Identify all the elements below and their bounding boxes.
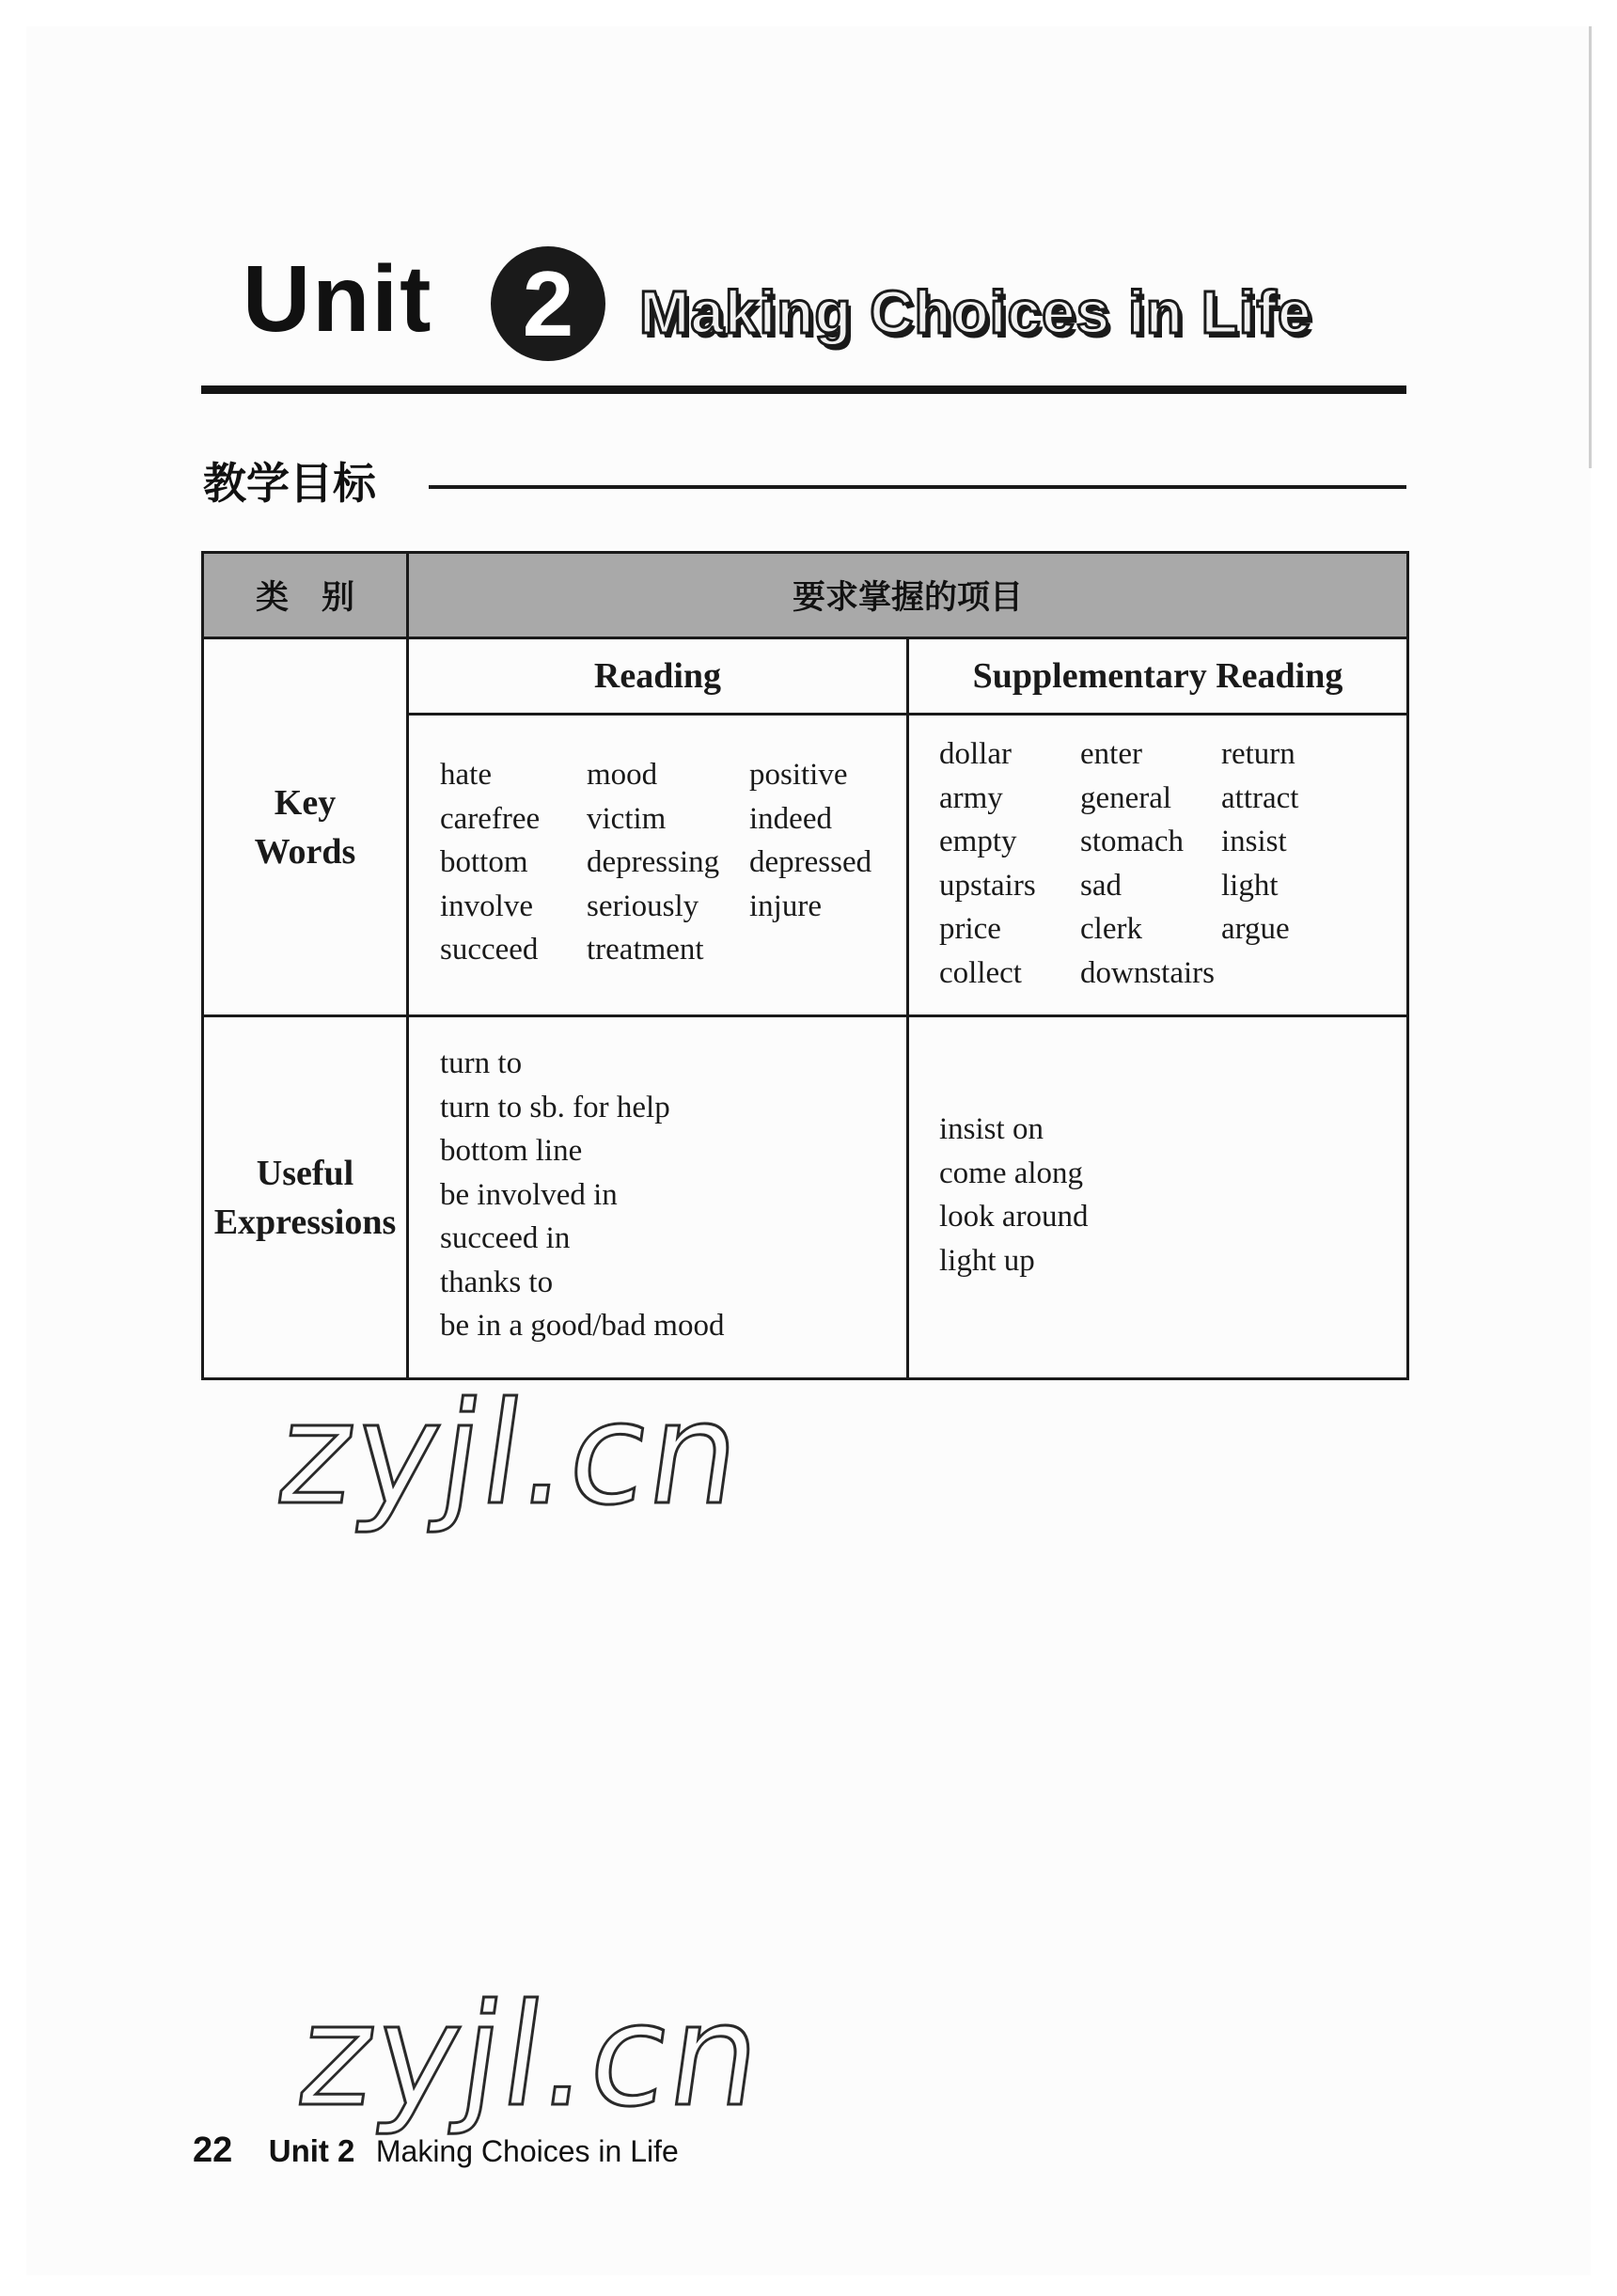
goals-table: [201, 551, 1409, 1380]
word-item: downstairs: [1080, 955, 1215, 990]
page-edge-line: [1589, 26, 1592, 468]
word-item: mood: [587, 758, 658, 792]
word-item: light: [1221, 868, 1279, 903]
expression-item: turn to sb. for help: [440, 1090, 670, 1124]
word-item: involve: [440, 889, 533, 923]
expression-item: be involved in: [440, 1177, 618, 1212]
expression-list: [939, 1108, 1089, 1282]
expression-item: bottom line: [440, 1134, 583, 1168]
word-item: treatment: [587, 933, 704, 967]
supplementary-word-column: [939, 732, 1036, 995]
unit-subtitle: Making Choices in Life: [639, 278, 1312, 346]
expression-item: thanks to: [440, 1265, 554, 1299]
expression-item: turn to: [440, 1046, 523, 1080]
key-words-supplementary-cell: [908, 715, 1408, 1016]
useful-expressions-reading-cell: [408, 1016, 908, 1379]
word-item: collect: [939, 955, 1022, 990]
page-footer: [193, 2132, 679, 2168]
word-item: sad: [1080, 868, 1122, 903]
word-item: seriously: [587, 889, 699, 923]
word-item: return: [1221, 737, 1295, 771]
key-words-label: [203, 638, 408, 1016]
word-item: clerk: [1080, 912, 1142, 946]
section-title: 教学目标: [203, 458, 376, 509]
supplementary-word-column: [1221, 732, 1298, 951]
header-items: 要求掌握的项目: [408, 553, 1408, 638]
word-item: enter: [1080, 737, 1142, 771]
reading-word-column: [749, 753, 871, 928]
word-item: depressing: [587, 845, 720, 879]
table-header-row: [203, 553, 1408, 638]
useful-expressions-label: [203, 1016, 408, 1379]
reading-word-column: [440, 753, 540, 972]
header-category: 类 别: [203, 553, 408, 638]
word-item: dollar: [939, 737, 1012, 771]
word-item: victim: [587, 801, 667, 836]
expression-item: be in a good/bad mood: [440, 1309, 725, 1343]
expression-item: succeed in: [440, 1221, 571, 1255]
expression-item: come along: [939, 1156, 1084, 1190]
footer-unit: Unit 2: [268, 2133, 355, 2168]
word-item: insist: [1221, 825, 1287, 858]
expression-item: light up: [939, 1243, 1035, 1278]
page-number: 22: [193, 2131, 233, 2170]
watermark-upper: zyjl.cn: [268, 1373, 753, 1536]
key-words-label-line2: Words: [254, 831, 356, 872]
reading-word-column: [587, 753, 719, 972]
footer-title: Making Choices in Life: [375, 2134, 679, 2168]
subheader-row: [203, 638, 1408, 715]
key-words-reading-cell: [408, 715, 908, 1016]
word-item: stomach: [1080, 825, 1184, 858]
subheader-reading: Reading: [408, 638, 908, 715]
word-item: upstairs: [939, 868, 1036, 903]
word-item: general: [1080, 780, 1172, 815]
word-item: empty: [939, 825, 1017, 858]
word-item: succeed: [440, 933, 539, 967]
useful-expressions-label-line2: Expressions: [213, 1202, 397, 1242]
word-item: attract: [1221, 780, 1299, 815]
expression-item: look around: [939, 1200, 1089, 1234]
word-item: depressed: [749, 845, 872, 879]
word-item: positive: [749, 758, 848, 792]
useful-expressions-label-line1: Useful: [256, 1153, 354, 1193]
key-words-label-line1: Key: [274, 782, 337, 823]
word-item: hate: [440, 758, 492, 792]
subheader-supplementary: Supplementary Reading: [908, 638, 1408, 715]
expression-item: insist on: [939, 1112, 1044, 1146]
word-item: carefree: [440, 801, 541, 836]
section-divider: [429, 485, 1406, 489]
unit-label: Unit: [243, 246, 433, 352]
supplementary-word-column: [1080, 732, 1215, 995]
watermark-lower: zyjl.cn: [289, 1974, 774, 2138]
word-item: indeed: [749, 801, 832, 836]
word-item: price: [939, 912, 1001, 946]
word-item: bottom: [440, 845, 528, 879]
word-item: argue: [1221, 912, 1290, 946]
useful-expressions-supplementary-cell: [908, 1016, 1408, 1379]
useful-expressions-row: [203, 1016, 1408, 1379]
word-item: army: [939, 780, 1003, 815]
unit-number-badge: 2: [491, 246, 605, 361]
word-item: injure: [749, 889, 822, 923]
expression-list: [440, 1042, 724, 1348]
header-divider: [201, 385, 1406, 394]
